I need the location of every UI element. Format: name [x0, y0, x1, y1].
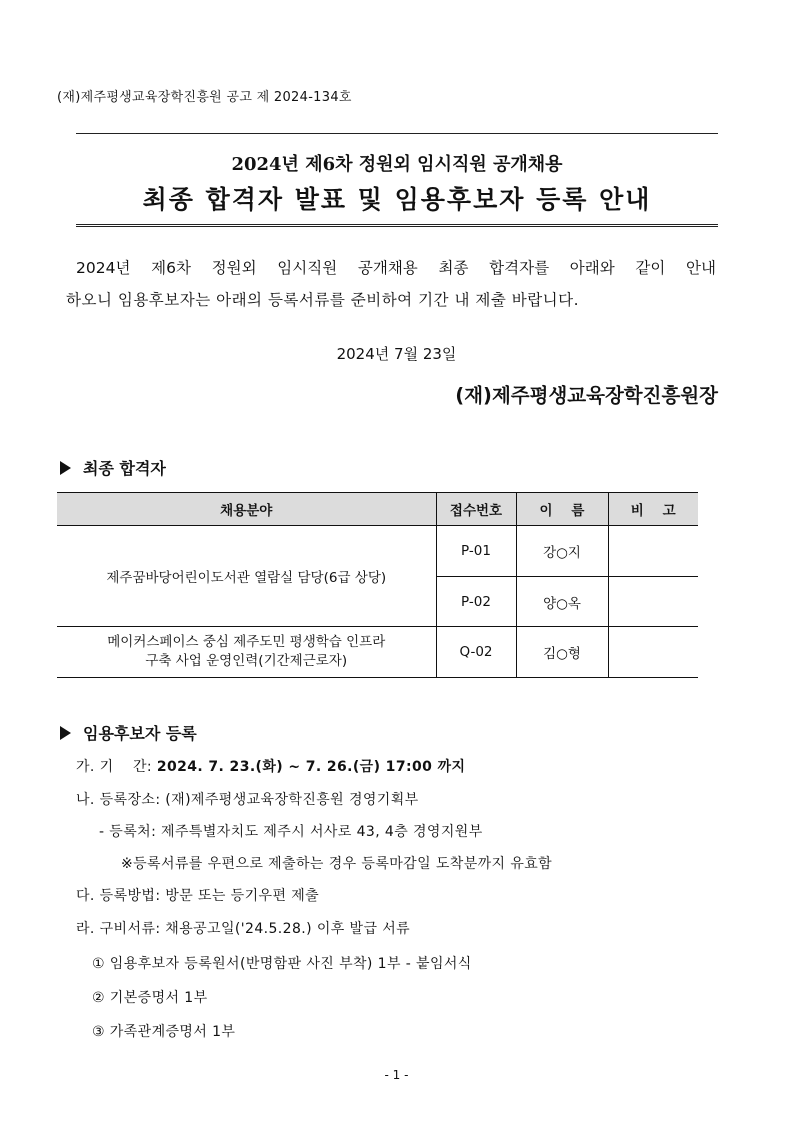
- title-bottom-rule: [76, 224, 718, 227]
- doc-item-2: ② 기본증명서 1부: [92, 990, 208, 1006]
- announcement-date: 2024년 7월 23일: [336, 345, 457, 363]
- intro-line-2: 하오니 임용후보자는 아래의 등록서류를 준비하여 기간 내 제출 바랍니다.: [66, 291, 580, 309]
- id-cell: P-02: [436, 577, 516, 627]
- mail-note: ※등록서류를 우편으로 제출하는 경우 등록마감일 도착분까지 유효함: [121, 856, 553, 872]
- period-line: [76, 756, 465, 776]
- method-line: 다. 등록방법: 방문 또는 등기우편 제출: [76, 888, 320, 904]
- final-section-heading: [60, 456, 166, 479]
- intro-line-1: 2024년 제6차 정원외 임시직원 공개채용 최종 합격자를 아래와 같이 안내: [76, 259, 716, 277]
- name-cell: 김○형: [516, 627, 608, 678]
- note-cell: [608, 627, 698, 678]
- period-label: 가. 기 간:: [76, 759, 152, 775]
- col-header-note: 비 고: [608, 493, 698, 526]
- name-cell: 양○옥: [516, 577, 608, 627]
- field-cell: [57, 627, 436, 678]
- field-line-2: 구축 사업 운영인력(기간제근로자): [145, 653, 348, 669]
- field-line-1: 메이커스페이스 중심 제주도민 평생학습 인프라: [107, 634, 386, 650]
- id-cell: Q-02: [436, 627, 516, 678]
- final-results-table: [57, 492, 698, 678]
- note-cell: [608, 577, 698, 627]
- final-section-heading-text: 최종 합격자: [83, 459, 166, 478]
- notice-number: (재)제주평생교육장학진흥원 공고 제 2024-134호: [57, 90, 352, 105]
- address-line: - 등록처: 제주특별자치도 제주시 서사로 43, 4층 경영지원부: [99, 824, 483, 840]
- table-row: [57, 627, 698, 678]
- title-line-2: 최종 합격자 발표 및 임용후보자 등록 안내: [142, 185, 652, 214]
- table-row: [57, 526, 698, 577]
- documents-line: 라. 구비서류: 채용공고일('24.5.28.) 이후 발급 서류: [76, 921, 411, 937]
- col-header-id: 접수번호: [436, 493, 516, 526]
- registration-section-heading: [60, 721, 197, 744]
- triangle-bullet-icon: [60, 461, 71, 475]
- registration-heading-text: 임용후보자 등록: [83, 724, 197, 743]
- col-header-field: 채용분야: [57, 493, 436, 526]
- table-header-row: [57, 493, 698, 526]
- page-number: - 1 -: [384, 1068, 409, 1082]
- triangle-bullet-icon: [60, 726, 71, 740]
- title-top-rule: [76, 133, 718, 134]
- field-cell: 제주꿈바당어린이도서관 열람실 담당(6급 상당): [57, 526, 436, 627]
- name-cell: 강○지: [516, 526, 608, 577]
- col-header-name: 이 름: [516, 493, 608, 526]
- title-line-1: 2024년 제6차 정원외 임시직원 공개채용: [231, 154, 563, 175]
- issuer: (재)제주평생교육장학진흥원장: [455, 384, 718, 407]
- doc-item-1: ① 임용후보자 등록원서(반명함판 사진 부착) 1부 - 붙임서식: [92, 956, 472, 972]
- doc-item-3: ③ 가족관계증명서 1부: [92, 1024, 236, 1040]
- note-cell: [608, 526, 698, 577]
- period-value: 2024. 7. 23.(화) ~ 7. 26.(금) 17:00 까지: [156, 759, 466, 775]
- id-cell: P-01: [436, 526, 516, 577]
- place-line: 나. 등록장소: (재)제주평생교육장학진흥원 경영기획부: [76, 792, 419, 808]
